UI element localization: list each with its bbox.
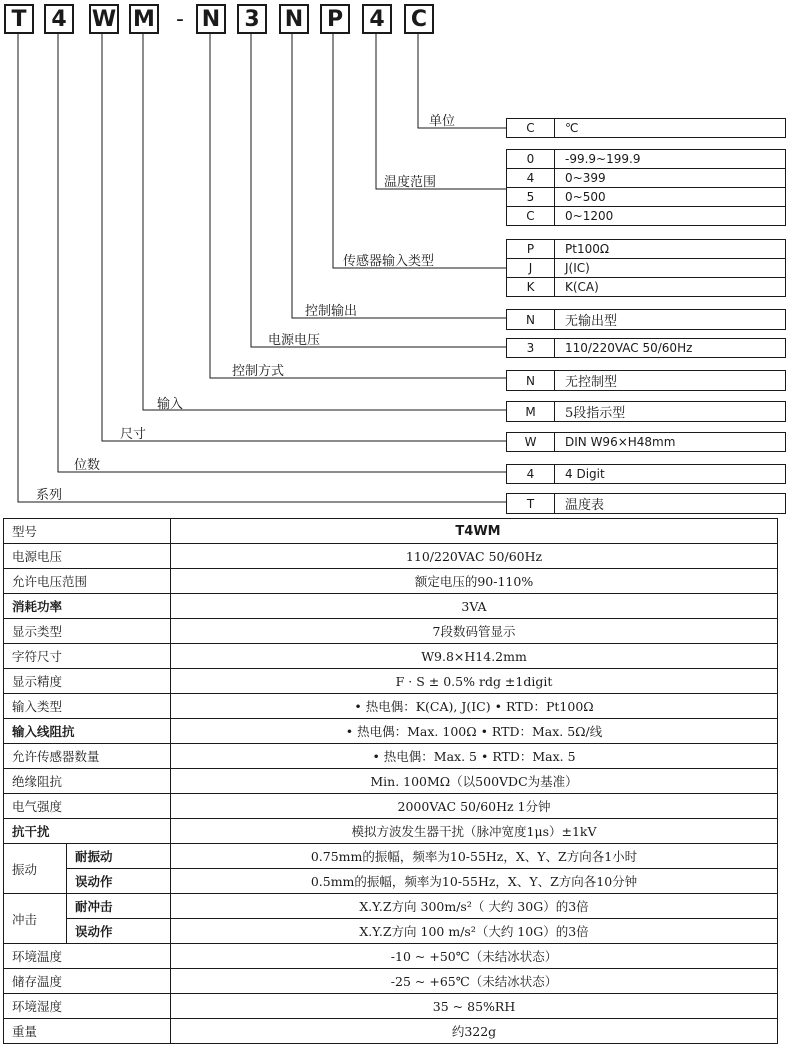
option-row: M 5段指示型 — [507, 402, 786, 422]
label-power-voltage: 电源电压 — [268, 333, 321, 348]
label-temp-range: 温度范围 — [384, 175, 437, 190]
label-series: 系列 — [36, 488, 63, 503]
option-row: T 温度表 — [507, 494, 786, 514]
option-table-size — [506, 432, 786, 452]
code-char-w: W — [89, 4, 119, 34]
option-row: W DIN W96×H48mm — [507, 433, 786, 452]
code-char-4-range: 4 — [362, 4, 392, 34]
code-char-n-control: N — [196, 4, 226, 34]
label-control-mode: 控制方式 — [232, 364, 285, 379]
code-dash: - — [176, 6, 184, 32]
table-row: 电源电压 110/220VAC 50/60Hz — [4, 544, 778, 569]
code-char-t: T — [4, 4, 34, 34]
table-row: 输入类型 • 热电偶：K(CA), J(IC) • RTD：Pt100Ω — [4, 694, 778, 719]
vibration-label: 振动 — [4, 844, 67, 894]
label-unit: 单位 — [429, 114, 456, 129]
option-row: C ℃ — [507, 119, 786, 138]
option-table-input — [506, 401, 786, 422]
option-row: C 0~1200 — [507, 207, 786, 226]
option-row: N 无控制型 — [507, 371, 786, 391]
shock-label: 冲击 — [4, 894, 67, 944]
spec-header-model: T4WM — [171, 519, 778, 544]
code-char-p: P — [320, 4, 350, 34]
spec-header-row — [4, 519, 778, 544]
table-row: 显示精度 F · S ± 0.5% rdg ±1digit — [4, 669, 778, 694]
label-input: 输入 — [157, 397, 184, 412]
table-row: 冲击 耐冲击 X.Y.Z方向 300m/s²（ 大约 30G）的3倍 — [4, 894, 778, 919]
code-char-m: M — [129, 4, 159, 34]
table-row: 字符尺寸 W9.8×H14.2mm — [4, 644, 778, 669]
table-row: 允许电压范围 额定电压的90-110% — [4, 569, 778, 594]
table-row: 抗干扰 模拟方波发生器干扰（脉冲宽度1μs）±1kV — [4, 819, 778, 844]
option-table-temp-range — [506, 149, 786, 226]
option-table-power-voltage — [506, 338, 786, 358]
option-row: 4 4 Digit — [507, 465, 786, 484]
option-row: N 无输出型 — [507, 310, 786, 330]
spec-header-label: 型号 — [4, 519, 171, 544]
code-char-4: 4 — [44, 4, 74, 34]
code-char-n-output: N — [279, 4, 309, 34]
table-row: 显示类型 7段数码管显示 — [4, 619, 778, 644]
table-row: 允许传感器数量 • 热电偶：Max. 5 • RTD：Max. 5 — [4, 744, 778, 769]
label-size: 尺寸 — [120, 427, 147, 442]
option-table-unit — [506, 118, 786, 138]
code-char-c: C — [404, 4, 434, 34]
spec-table — [3, 518, 778, 1044]
option-table-sensor-type — [506, 239, 786, 297]
table-row: 电气强度 2000VAC 50/60Hz 1分钟 — [4, 794, 778, 819]
option-row: 4 0~399 — [507, 169, 786, 188]
option-row: P Pt100Ω — [507, 240, 786, 259]
table-row: 消耗功率 3VA — [4, 594, 778, 619]
option-row: 5 0~500 — [507, 188, 786, 207]
option-table-series — [506, 493, 786, 514]
table-row: 误动作 X.Y.Z方向 100 m/s²（大约 10G）的3倍 — [4, 919, 778, 944]
option-row: J J(IC) — [507, 259, 786, 278]
option-row: 0 -99.9~199.9 — [507, 150, 786, 169]
option-row: 3 110/220VAC 50/60Hz — [507, 339, 786, 358]
table-row: 环境湿度 35 ~ 85%RH — [4, 994, 778, 1019]
table-row: 绝缘阻抗 Min. 100MΩ（以500VDC为基准） — [4, 769, 778, 794]
label-sensor-type: 传感器输入类型 — [343, 254, 435, 269]
table-row: 振动 耐振动 0.75mm的振幅，频率为10-55Hz，X、Y、Z方向各1小时 — [4, 844, 778, 869]
table-row: 误动作 0.5mm的振幅，频率为10-55Hz，X、Y、Z方向各10分钟 — [4, 869, 778, 894]
table-row: 输入线阻抗 • 热电偶：Max. 100Ω • RTD：Max. 5Ω/线 — [4, 719, 778, 744]
option-table-digits — [506, 464, 786, 484]
table-row: 储存温度 -25 ~ +65℃（未结冰状态） — [4, 969, 778, 994]
option-table-control-mode — [506, 370, 786, 391]
table-row: 环境温度 -10 ~ +50℃（未结冰状态） — [4, 944, 778, 969]
label-control-output: 控制输出 — [305, 304, 358, 319]
table-row: 重量 约322g — [4, 1019, 778, 1044]
label-digits: 位数 — [74, 458, 101, 473]
option-row: K K(CA) — [507, 278, 786, 297]
option-table-control-output — [506, 309, 786, 330]
code-char-3: 3 — [237, 4, 267, 34]
